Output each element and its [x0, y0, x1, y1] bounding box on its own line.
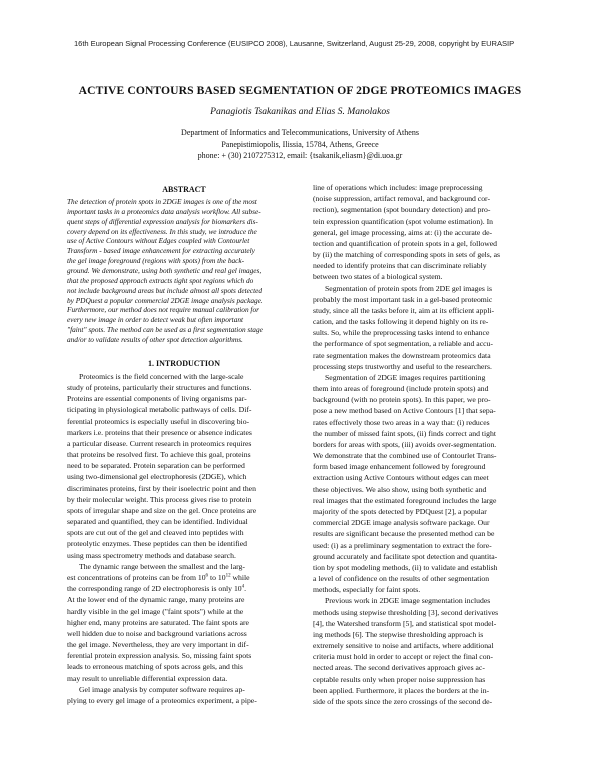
text-line: (noise suppression, artifact removal, and background cor-: [313, 194, 491, 204]
text-line: [4], the Watershed transform [5], and statistical spot model-: [313, 618, 497, 628]
abstract-heading: ABSTRACT: [162, 185, 206, 194]
text-line: markers i.e. proteins that their presence or absence indicates: [67, 427, 252, 437]
text-line: using two-dimensional gel electrophoresis (2DGE), which: [67, 472, 247, 482]
text-line: background (with no protein spots). In this paper, we pro-: [313, 395, 491, 405]
text-line: used: (i) as a preliminary segmentation to extract the fore-: [313, 540, 492, 550]
text-line: commercial 2DGE image analysis software package. Our: [313, 518, 490, 528]
text-line: the number of missed faint spots, (ii) finds correct and tight: [313, 428, 496, 438]
text-line: use of Active Contours without Edges coupled with Contourlet: [67, 236, 250, 246]
text-line: important tasks in a proteomics data analysis workflow. All subse-: [67, 206, 261, 216]
text-line: criteria must hold in order to accept or reject the final con-: [313, 652, 493, 662]
text-line: Proteomics is the field concerned with the large-scale: [79, 371, 244, 381]
text-line: probably the most important task in a gel-based proteomic: [313, 294, 493, 304]
text-line: rates effectively those two areas in a way that: (i) reduces: [313, 417, 490, 427]
text-line: higher end, many proteins are saturated. The faint spots are: [67, 617, 249, 627]
text-line: the gel image foreground (regions with spots) from the back-: [67, 256, 245, 266]
text-line: sults. So, while the preprocessing tasks intend to enhance: [313, 328, 490, 338]
text-line: a particular disease. Current research in proteomics requires: [67, 438, 252, 448]
text-line: ing methods [6]. The stepwise thresholding approach is: [313, 629, 484, 639]
text-line: the performance of spot segmentation, a reliable and accu-: [313, 339, 493, 349]
text-line: Transform - based image enhancement for extracting accurately: [67, 246, 255, 256]
text-line: ground. We demonstrate, using both synthetic and real gel images,: [67, 266, 262, 276]
text-line: separated and quantified, they can be identified. Individual: [67, 517, 248, 527]
right-column: [313, 182, 547, 707]
text-line: quent steps of differential expression analysis for biomarkers dis-: [67, 216, 258, 226]
affiliation-line: Panepistimiopolis, Ilissia, 15784, Athens, Greece: [221, 139, 379, 149]
text-line: extraction using Active Contours without edges can meet: [313, 473, 489, 483]
paper-title: ACTIVE CONTOURS BASED SEGMENTATION OF 2DGE PROTEOMICS IMAGES: [78, 84, 522, 97]
text-line: tein expression quantification (spot volume estimation). In: [313, 216, 493, 226]
text-line: need to be separated. Protein separation can be performed: [67, 461, 245, 471]
introduction-body: [67, 371, 301, 572]
paper-authors: Panagiotis Tsakanikas and Elias S. Manolakos: [210, 106, 390, 117]
text-line: ticipating in physiological metabolic pathways of cells. Dif-: [67, 405, 252, 415]
text-line: spots of irregular shape and size on the gel. Once proteins are: [67, 505, 257, 515]
text-line: extremely sensitive to noise and artifacts, where additional: [313, 641, 494, 651]
text-line: Segmentation of protein spots from 2DE gel images is: [325, 283, 492, 293]
text-line: nected areas. The second derivatives approach gives ac-: [313, 663, 485, 673]
text-line: general, gel image processing, aims at: (i) the accurate de-: [313, 227, 493, 237]
text-line: cation, and the tasks following it depend highly on its re-: [313, 317, 489, 327]
text-line: Furthermore, our method does not require manual calibration for: [67, 305, 259, 315]
affiliation-contact: phone: + (30) 2107275312, email: {tsakanik,eliasm}@di.uoa.gr: [197, 151, 403, 160]
text-line: ferential protein expression analysis. So, missing faint spots: [67, 651, 252, 661]
text-line: been applied. Furthermore, it places the borders at the in-: [313, 685, 490, 695]
text-line: borders for areas with spots, (iii) avoids over-segmentation.: [313, 439, 497, 449]
text-line: every new image in order to detect weak but often important: [67, 315, 244, 325]
text-line: tion by spot modeling methods, (ii) to validate and establish: [313, 562, 498, 572]
text-line: majority of the spots detected by PDQuest [2], a popular: [313, 506, 487, 516]
text-line: We demonstrate that the combined use of Contourlet Trans-: [313, 451, 497, 461]
affiliation: [40, 127, 560, 162]
text-line: by (ii) the matching of corresponding spots in sets of gels, as: [313, 250, 501, 260]
text-line: Segmentation of 2DGE images requires partitioning: [325, 372, 486, 382]
text-line: by their molecular weight. This process gives rise to protein: [67, 494, 252, 504]
text-line: study of proteins, particularly their structures and functions.: [67, 383, 252, 393]
text-line: methods, especially for faint spots.: [313, 585, 421, 595]
text-line: by PDQuest a popular commercial 2DGE image analysis package.: [67, 295, 263, 305]
text-line: Gel image analysis by computer software requires ap-: [79, 684, 245, 694]
text-line: line of operations which includes: image preprocessing: [313, 183, 483, 192]
text-line: using mass spectrometry methods and database search.: [67, 550, 236, 560]
text-line: discriminates proteins, first by their isoelectric point and then: [67, 483, 256, 493]
text-line: pose a new method based on Active Contours [1] that sepa-: [313, 406, 496, 416]
text-line: the gel image. Nevertheless, they are very important in dif-: [67, 640, 249, 650]
text-line: Proteins are essential components of living organisms par-: [67, 394, 247, 404]
text-line: rection), segmentation (spot boundary detection) and pro-: [313, 205, 491, 215]
text-line: processing steps trustworthy and useful to the researchers.: [313, 361, 492, 371]
text-line: not include background areas but include almost all spots detected: [67, 285, 263, 295]
conference-header: 16th European Signal Processing Conference (EUSIPCO 2008), Lausanne, Switzerland, August 25-29, 2008, copyright by EURASIP: [74, 39, 515, 48]
text-line: leads to erroneous matching of spots across gels, and this: [67, 662, 243, 672]
text-line: methods using stepwise thresholding [3], second derivatives: [313, 607, 499, 617]
abstract-body: [67, 197, 301, 345]
text-line: The dynamic range between the smallest and the larg-: [79, 561, 245, 571]
text-line: them into areas of foreground (include protein spots) and: [313, 384, 489, 394]
text-line: The detection of protein spots in 2DGE images is one of the most: [67, 197, 257, 206]
text-line: that proteins be resolved first. To achieve this goal, proteins: [67, 450, 251, 460]
text-line: hardly visible in the gel image ("faint spots") while at the: [67, 606, 244, 616]
left-column: [67, 182, 301, 706]
text-line: plying to every gel image of a proteomics experiment, a pipe-: [67, 695, 257, 705]
text-line: ceptable results only when proper noise suppression has: [313, 674, 486, 684]
text-line: results are significant because the presented method can be: [313, 529, 495, 539]
text-line: "faint" spots. The method can be used as a first segmentation stage: [67, 325, 263, 335]
text-line: these objectives. We also show, using both synthetic and: [313, 484, 487, 494]
text-line: side of the spots since the zero crossings of the second de-: [313, 696, 493, 706]
text-line: proteolytic enzymes. These peptides can then be identified: [67, 539, 248, 549]
text-line: At the lower end of the dynamic range, many proteins are: [67, 595, 245, 605]
text-line: and/or to validate results of other spot detection algorithms.: [67, 335, 243, 345]
text-line: tection and quantification of protein spots in a gel, followed: [313, 238, 498, 248]
text-line: ferential proteomics is especially useful in discovering bio-: [67, 416, 250, 426]
text-line: between two states of a biological system.: [313, 272, 443, 282]
text-line: real images that the estimated foreground includes the large: [313, 495, 497, 505]
text-line: ground accurately and facilitate spot detection and quantita-: [313, 551, 498, 561]
text-line: rate segmentation makes the downstream proteomics data: [313, 350, 491, 360]
text-line: a level of confidence on the results of other segmentation: [313, 574, 490, 584]
introduction-body-continued: [67, 594, 301, 706]
text-line: the corresponding range of 2D electrophoresis is only $10^4$.: [67, 584, 247, 594]
introduction-heading: 1. INTRODUCTION: [147, 358, 220, 368]
right-column-body: [313, 182, 547, 707]
text-line: Previous work in 2DGE image segmentation includes: [325, 596, 491, 606]
text-line: covery depend on its effectiveness. In this study, we introduce the: [67, 226, 257, 236]
text-line: est concentrations of proteins can be from $10^6$ to $10^{12}$ while: [67, 572, 250, 582]
text-line: study, since all the tasks before it, aim at its efficient appli-: [313, 305, 495, 315]
text-line: may result to unreliable differential expression data.: [67, 673, 228, 683]
text-line: form based image enhancement followed by foreground: [313, 462, 486, 472]
text-line: well hidden due to noise and background variations across: [67, 628, 247, 638]
text-line: spots are cut out of the gel and cleaved into peptides with: [67, 528, 244, 538]
affiliation-line: Department of Informatics and Telecommunications, University of Athens: [181, 128, 419, 137]
text-line: needed to identify proteins that can discriminate reliably: [313, 261, 487, 271]
text-line: that the proposed approach extracts tight spot regions which do: [67, 275, 254, 285]
